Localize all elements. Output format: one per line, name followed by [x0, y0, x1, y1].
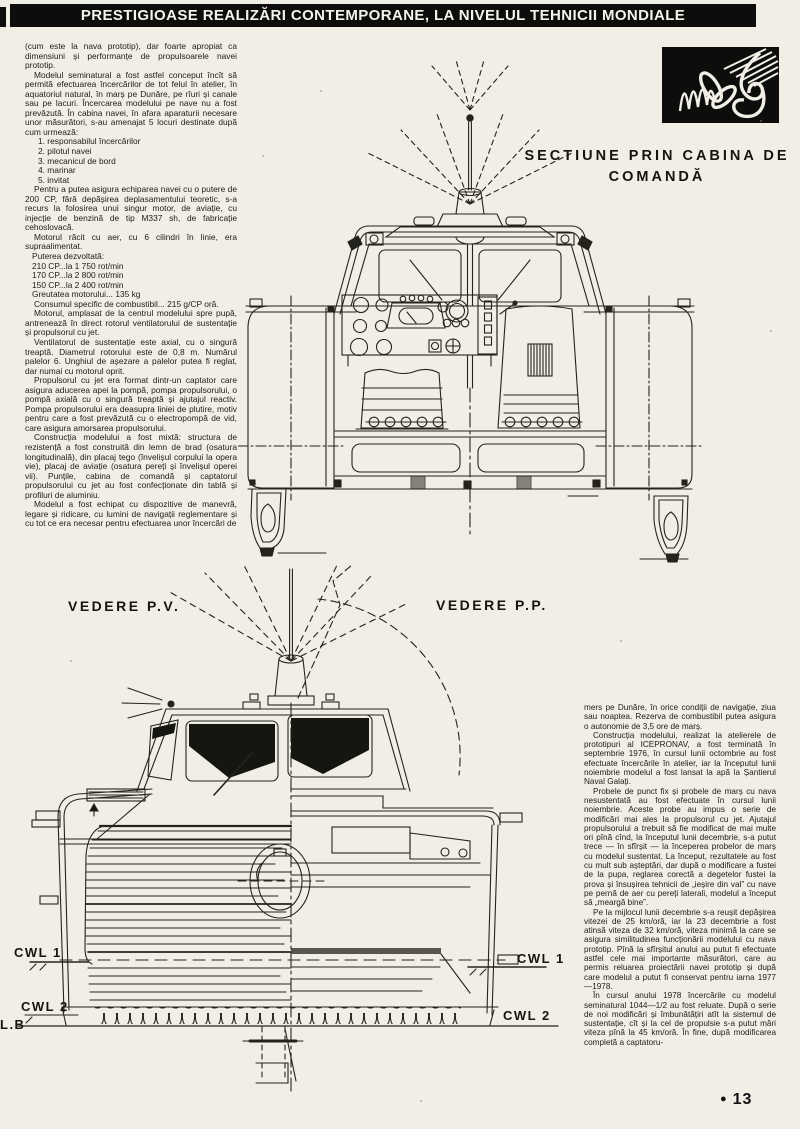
hull-side-right: [291, 863, 490, 993]
engine-console: [498, 306, 582, 428]
sponson-right: [596, 296, 702, 500]
windshield-pane-left: [379, 250, 461, 302]
cwl1-label-right: CWL 1: [517, 951, 565, 966]
paragraph: Pe la mijlocul lunii decembrie s-a reușit depășirea vitezei de 25 km/oră, iar la 23 decembrie a fost atinsă viteza de 32 km/oră, viteza minimă la care se asigura similitudinea funcționării modelului cu nava prototip. Pînă la sfîrșitul anului au putut fi efectuate astfel cele mai importante măsurători, care au permis reluarea proiectării navei prototip și după care modelul a putut fi conservat pentru iarna 1977—1978.: [584, 907, 776, 991]
cwl2-label-left: CWL 2: [21, 999, 69, 1014]
navigation-light: [122, 688, 174, 718]
page-number-value: 13: [732, 1091, 753, 1108]
jet-intake-detail: [243, 1027, 303, 1083]
list-item: 3. mecanicul de bord: [38, 155, 116, 166]
page-number: [720, 1091, 752, 1109]
list-item: 4. marinar: [38, 165, 76, 176]
paragraph: Modelul a fost echipat cu dispozitive de manevră, legare și ridicare, cu lumini de navigații reglementare și cu tot ce era necesar pentru efectuarea unor încercări de: [25, 499, 237, 529]
list-item: 1. responsabilul încercărilor: [38, 136, 141, 147]
section-title-line1: SECTIUNE PRIN CABINA DE: [524, 148, 790, 164]
paragraph: Propulsorul cu jet era format dintr-un captator care asigura aducerea apei la pompă, pompa propulsorului, o pompă axială cu o singură treaptă și ajutajul reactiv. Pompa propulsorului era deasupra liniei de plutire, motiv pentru care a fost prevăzută cu o electropompă de vid, care asigura amorsarea propulsorului.: [25, 375, 237, 433]
spec-line: 170 CP...la 2 800 rot/min: [32, 270, 124, 281]
noise-dot: [760, 120, 762, 122]
paragraph: Probele de punct fix și probele de marș cu nava nesustentată au fost efectuate în cursul lunii noiembrie. Aceste probe au impus o serie de modificări mai ales la propulsorul cu jet. Ajutajul propulsorului a trebuit să fie modificat de mai multe ori pînă cînd, la începutul lunii decembrie, s-a putut trece — în sfîrșit — la începerea probelor de marș cu modelul sustentat. La început, rezultatele au fost cu mult sub așteptări, dar după o modificare a fustei de la pupa, reglarea corectă a degetelor fustei la prova și însușirea tehnicii de „ieșire din val” cu nave pe pernă de aer cu pereți laterali, modelul a început să „meargă bine”.: [584, 786, 776, 908]
porthole: [238, 844, 325, 918]
instrument-panel: [342, 295, 497, 355]
noise-dot: [420, 1100, 422, 1102]
list-item: 2. pilotul navei: [38, 146, 92, 157]
cabin-roof: [334, 226, 606, 314]
paragraph: Modelul seminatural a fost astfel conceput încît să permită efectuarea încercărilor de tot felul în atelier, în aquatoriul natural, în marș pe Dunăre, pe rîuri și canale sau pe lacuri. Încercarea modelului pe nave nu a fost prevăzută. În cabina navei, în afara aparaturii necesare unor măsurători, s-au amenajat 5 locuri destinate după cum urmează:: [25, 69, 237, 137]
antenna-signal-lines: [168, 563, 408, 661]
noise-dot: [770, 330, 772, 332]
windshield-pane-right: [479, 250, 561, 302]
spec-line: Greutatea motorului... 135 kg: [32, 289, 141, 300]
paragraph: Consumul specific de combustibil... 215 g/CP oră.: [34, 298, 219, 309]
paragraph: Motorul răcit cu aer, cu 6 cilindri în linie, era supraalimentat.: [25, 231, 237, 252]
paragraph: (cum este la nava prototip), dar foarte apropiat ca dimensiuni și performanțe de propulsoarele navei prototip.: [25, 42, 237, 71]
left-text-column: [25, 42, 237, 572]
wiper-right: [498, 260, 530, 300]
cwl2-label-right: CWL 2: [503, 1008, 551, 1023]
noise-dot: [70, 660, 72, 662]
sponson-left: [238, 296, 344, 500]
bow-stern-view-drawing: [0, 563, 560, 1093]
air-cushion-skirt: [62, 1007, 498, 1025]
page-header-title: PRESTIGIOASE REALIZĂRI CONTEMPORANE, LA NIVELUL TEHNICII MONDIALE: [80, 7, 686, 24]
spec-line: 150 CP...la 2 400 rot/min: [32, 279, 124, 290]
cwl1-label-left: CWL 1: [14, 945, 62, 960]
antenna-signal-lines: [366, 60, 574, 204]
lb-label: L.B: [0, 1017, 26, 1032]
view-label-left: VEDERE P.V.: [68, 598, 181, 614]
noise-dot: [620, 640, 622, 642]
hull-planking-left: [85, 826, 291, 1000]
page-header-banner: [10, 4, 756, 27]
paragraph: Motorul, amplasat de la centrul modelului spre pupă, antrenează în direct rotorul ventilatorului de sustentație și propulsorul cu jet.: [25, 308, 237, 338]
header-edge-mark: [0, 7, 6, 27]
noise-dot: [262, 155, 264, 157]
paragraph: Construcția modelului a fost mixtă: structura de rezistență a fost construită din lemn de brad (osatura longitudinală), din placaj tego (învelișul corpului la opera vie), placaj de aviație (osatura pereți și învelișul operei vii). Punțile, cabina de comandă și captatorul propulsorului cu jet au fost confecționate din tablă și profiluri de aluminiu.: [25, 432, 237, 500]
paragraph: Pentru a putea asigura echiparea navei cu o putere de 200 CP, fără depășirea deplasamentului teoretic, s-a recurs la folosirea unui singur motor, de aviație, cu injecție de benzină de tip M337 sh, de fabricație cehoslovacă.: [25, 184, 237, 233]
list-item: 5. invitat: [38, 174, 70, 185]
noise-dot: [320, 90, 322, 92]
paragraph: Ventilatorul de sustentație este axial, cu o singură treaptă. Diametrul rotorului este de 0,8 m. Numărul palelor 6. Unghiul de așezare a palelor putea fi reglat, dar numai cu motorul oprit.: [25, 336, 237, 376]
page-number-bullet-icon: ●: [720, 1093, 728, 1105]
cabin: [137, 709, 410, 795]
paragraph: În cursul anului 1978 încercările cu modelul seminatural 1044—1/2 au fost reluate. După o serie de noi modificări și îmbunătățiri atît la sistemul de sustentație, cît și la cel de propulsie s-a putut mări viteza pînă la 45 km/oră. În fine, după modificarea completă a captatoru-: [584, 991, 776, 1047]
wiper-left: [410, 260, 442, 300]
fin-right: [640, 496, 688, 562]
antenna-tip: [467, 115, 473, 121]
spec-line: 210 CP...la 1 750 rot/min: [32, 260, 124, 271]
pilot-seat: [356, 369, 448, 429]
paragraph: Construcția modelului, realizat la atelierele de prototipuri al ICEPRONAV, a fost terminată în septembrie 1976, în cursul lunii octombrie au fost efectuate încercările în atelier, iar la începutul lunii noiembrie modelul a fost lansat la apă la Șantierul Naval Galați.: [584, 730, 776, 787]
fin-left: [251, 489, 326, 556]
section-title-line2: COMANDĂ: [608, 169, 706, 185]
windshield-frame: [351, 244, 589, 306]
view-label-right: VEDERE P.P.: [436, 597, 548, 613]
section-drawing: [238, 56, 702, 566]
right-text-column: [584, 703, 776, 1089]
paragraph: mers pe Dunăre, în orice condiții de navigație, ziua sau noaptea. Rezerva de combustibil putea asigura o autonomie de 3,5 ore de marș.: [584, 703, 776, 731]
spec-title: Puterea dezvoltată:: [32, 251, 105, 262]
